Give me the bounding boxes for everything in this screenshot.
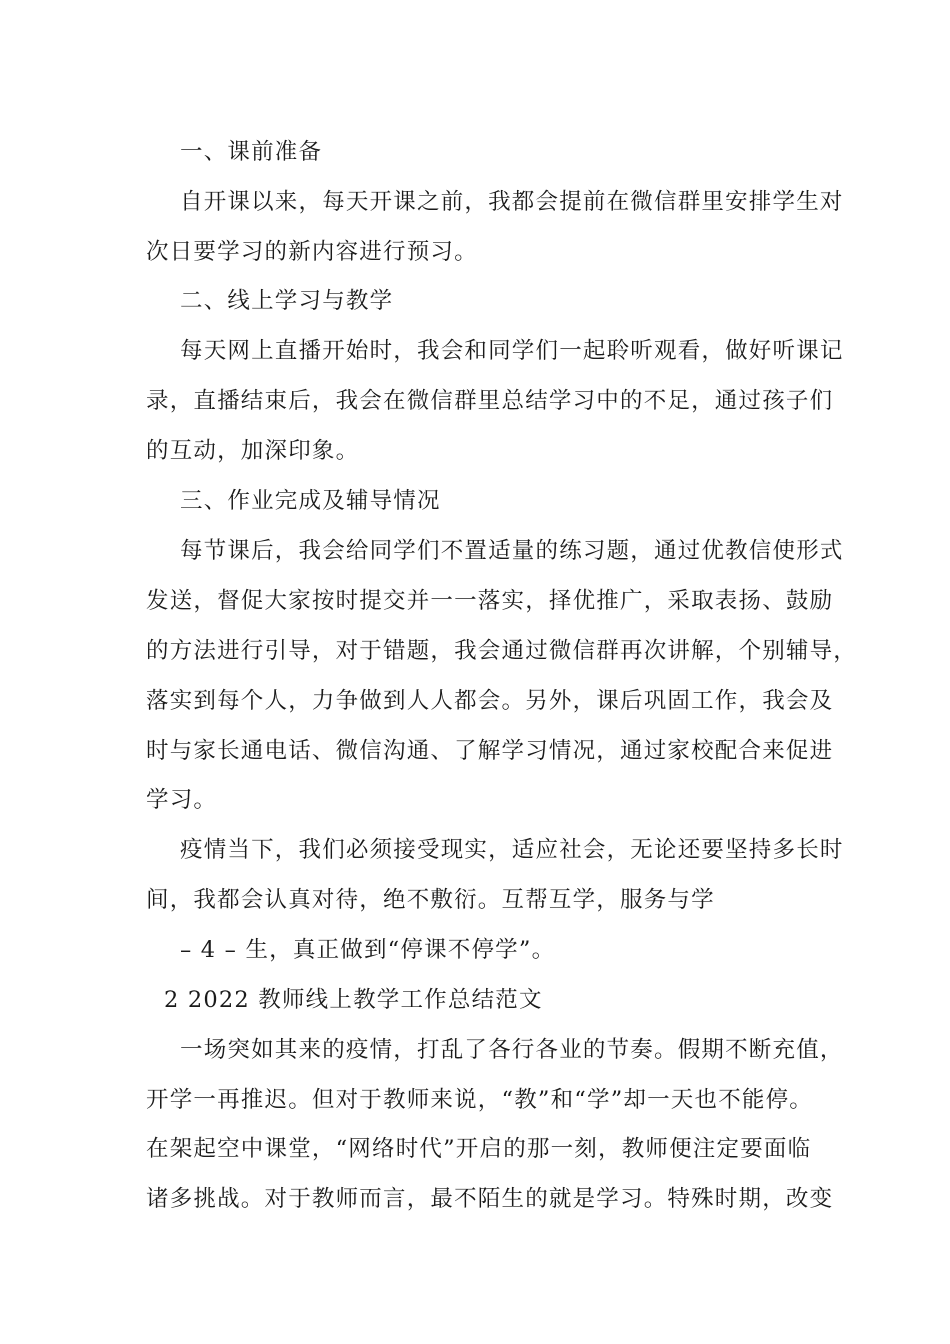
paragraph-line: 每节课后，我会给同学们不置适量的练习题，通过优教信使形式 xyxy=(180,538,844,564)
paragraph-line: 录，直播结束后，我会在微信群里总结学习中的不足，通过孩子们 xyxy=(146,388,834,414)
paragraph-line: 的方法进行引导，对于错题，我会通过微信群再次讲解，个别辅导， xyxy=(146,638,858,664)
paragraph-line: 每天网上直播开始时，我会和同学们一起聆听观看，做好听课记 xyxy=(180,338,844,364)
paragraph-line: 学习。 xyxy=(146,787,218,813)
heading-lesson-preparation: 一、课前准备 xyxy=(180,139,323,165)
paragraph-line: 的互动，加深印象。 xyxy=(146,438,360,464)
section-title: 2 2022 教师线上教学工作总结范文 xyxy=(164,987,543,1013)
paragraph-line: 在架起空中课堂，“网络时代”开启的那一刻，教师便注定要面临 xyxy=(146,1136,812,1162)
paragraph-line: 诸多挑战。对于教师而言，最不陌生的就是学习。特殊时期，改变 xyxy=(146,1186,834,1212)
page-number-line: – 4 – 生，真正做到“停课不停学”。 xyxy=(180,937,556,963)
paragraph-line: 疫情当下，我们必须接受现实，适应社会，无论还要坚持多长时 xyxy=(180,837,844,863)
paragraph-line: 发送，督促大家按时提交并一一落实，择优推广，采取表扬、鼓励 xyxy=(146,588,834,614)
paragraph-line: 自开课以来，每天开课之前，我都会提前在微信群里安排学生对 xyxy=(180,189,844,215)
paragraph-line: 时与家长通电话、微信沟通、了解学习情况，通过家校配合来促进 xyxy=(146,738,834,764)
paragraph-line: 落实到每个人，力争做到人人都会。另外，课后巩固工作，我会及 xyxy=(146,688,834,714)
paragraph-line: 开学一再推迟。但对于教师来说，“教”和“学”却一天也不能停。 xyxy=(146,1087,814,1113)
paragraph-line: 一场突如其来的疫情，打乱了各行各业的节奏。假期不断充值， xyxy=(180,1037,844,1063)
heading-homework: 三、作业完成及辅导情况 xyxy=(180,488,441,514)
paragraph-line: 间，我都会认真对待，绝不敷衍。互帮互学，服务与学 xyxy=(146,887,715,913)
paragraph-line: 次日要学习的新内容进行预习。 xyxy=(146,239,478,265)
heading-online-learning: 二、线上学习与教学 xyxy=(180,288,394,314)
